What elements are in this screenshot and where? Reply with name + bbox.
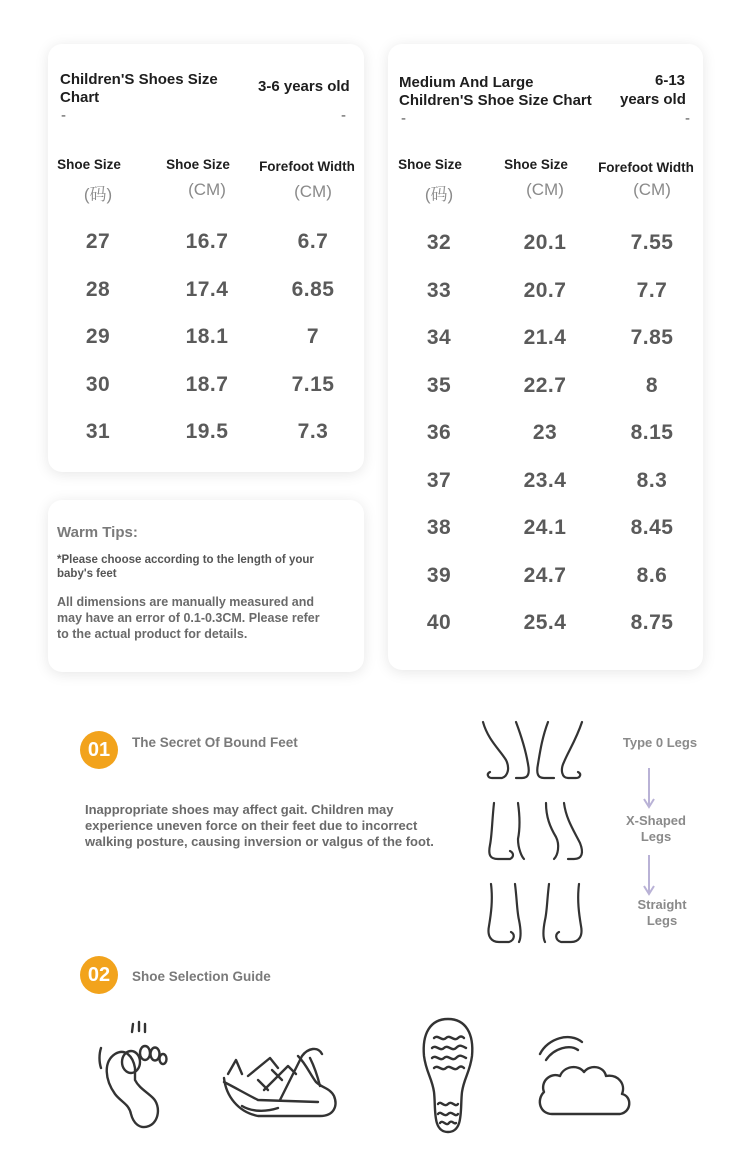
left-unit-size: (码) — [83, 185, 113, 204]
right-cell: 24.7 — [523, 563, 567, 587]
right-cell: 37 — [426, 468, 452, 492]
right-cell: 25.4 — [523, 611, 567, 634]
left-unit-width: (CM) — [294, 182, 332, 201]
right-header-cm: Shoe Size — [504, 157, 568, 172]
left-header-width: Forefoot Width — [259, 159, 355, 174]
arrow-down-icon — [643, 766, 655, 810]
left-cell: 17.4 — [185, 277, 229, 301]
right-unit-cm: (CM) — [526, 180, 564, 199]
right-unit-width: (CM) — [633, 180, 671, 199]
right-cell: 24.1 — [523, 516, 567, 539]
arrow-down-icon — [643, 853, 655, 897]
right-cell: 8.15 — [630, 421, 674, 444]
section-02-title: Shoe Selection Guide — [132, 969, 271, 984]
x-shaped-legs-label-line1: X-Shaped — [626, 813, 686, 828]
straight-legs-icon — [483, 880, 588, 946]
left-cell: 31 — [85, 420, 111, 443]
left-cell: 7.3 — [297, 420, 329, 443]
section-01-body-line3: walking posture, causing inversion or valgus of the foot. — [85, 834, 434, 849]
foot-icon — [95, 1018, 175, 1133]
left-cell: 7.15 — [291, 372, 335, 396]
left-cell: 29 — [85, 325, 111, 348]
right-cell: 21.4 — [523, 326, 567, 349]
left-header-cm: Shoe Size — [166, 157, 230, 172]
left-cell: 30 — [85, 372, 111, 396]
right-cell: 22.7 — [523, 373, 567, 397]
x-shaped-legs-label-line2: Legs — [640, 829, 672, 844]
right-cell: 20.7 — [523, 278, 567, 302]
right-cell: 8.3 — [636, 468, 668, 492]
left-cell: 16.7 — [185, 230, 229, 253]
right-cell: 7.7 — [636, 278, 668, 302]
right-chart-title-line2: Children'S Shoe Size Chart — [399, 92, 592, 109]
left-unit-cm: (CM) — [188, 180, 226, 199]
right-cell: 23 — [532, 421, 558, 444]
right-chart-age-line1: 6-13 — [654, 72, 686, 89]
right-cell: 7.55 — [630, 231, 674, 254]
right-cell: 33 — [426, 278, 452, 302]
right-cell: 8 — [645, 373, 659, 397]
right-dash-left: - — [401, 110, 406, 127]
left-cell: 6.7 — [297, 230, 329, 253]
left-cell: 28 — [85, 277, 111, 301]
left-cell: 18.1 — [185, 325, 229, 348]
straight-legs-label-line1: Straight — [637, 897, 687, 912]
right-cell: 7.85 — [630, 326, 674, 349]
right-chart-title-line1: Medium And Large — [399, 74, 534, 91]
warm-tips-title: Warm Tips: — [57, 524, 138, 541]
left-dash-left: - — [61, 107, 66, 124]
section-02-badge: 02 — [80, 956, 118, 994]
type-o-legs-icon — [478, 718, 593, 784]
x-shaped-legs-icon — [484, 799, 589, 863]
section-01-body-line2: experience uneven force on their feet due to incorrect — [85, 818, 418, 833]
right-unit-size: (码) — [424, 185, 454, 204]
right-cell: 35 — [426, 373, 452, 397]
warm-tips-body-line3: to the actual product for details. — [57, 627, 248, 641]
right-cell: 8.45 — [630, 516, 674, 539]
left-cell: 27 — [85, 230, 111, 253]
right-dash-right: - — [685, 110, 690, 127]
left-cell: 19.5 — [185, 420, 229, 443]
right-cell: 39 — [426, 563, 452, 587]
left-chart-age: 3-6 years old — [258, 78, 350, 95]
section-01-badge: 01 — [80, 731, 118, 769]
left-header-size: Shoe Size — [57, 157, 121, 172]
right-cell: 8.6 — [636, 563, 668, 587]
right-cell: 23.4 — [523, 468, 567, 492]
left-chart-title: Children'S Shoes Size Chart — [60, 71, 218, 106]
warm-tips-body-line1: All dimensions are manually measured and — [57, 595, 315, 609]
right-header-width: Forefoot Width — [598, 160, 694, 175]
warm-tips-body-line2: may have an error of 0.1-0.3CM. Please refer — [57, 611, 320, 625]
left-dash-right: - — [341, 107, 346, 124]
right-chart-age-line2: years old — [620, 91, 686, 108]
right-header-size: Shoe Size — [398, 157, 462, 172]
right-cell: 8.75 — [630, 611, 674, 634]
right-cell: 38 — [426, 516, 452, 539]
section-01-title: The Secret Of Bound Feet — [132, 735, 298, 750]
warm-tips-note-line2: baby's feet — [57, 568, 117, 580]
right-cell: 34 — [426, 326, 452, 349]
right-cell: 40 — [426, 611, 452, 634]
left-cell: 7 — [306, 325, 320, 348]
cloud-icon — [532, 1028, 642, 1123]
sole-icon — [418, 1016, 478, 1136]
left-cell: 18.7 — [185, 372, 229, 396]
right-cell: 20.1 — [523, 231, 567, 254]
right-cell: 36 — [426, 421, 452, 444]
warm-tips-note-line1: *Please choose according to the length of your — [57, 554, 314, 566]
type-o-legs-label: Type 0 Legs — [622, 735, 698, 750]
straight-legs-label-line2: Legs — [646, 913, 678, 928]
right-cell: 32 — [426, 231, 452, 254]
sandal-icon — [218, 1030, 343, 1125]
left-cell: 6.85 — [291, 277, 335, 301]
section-01-body-line1: Inappropriate shoes may affect gait. Children may — [85, 802, 394, 817]
left-size-chart-card — [48, 44, 364, 472]
